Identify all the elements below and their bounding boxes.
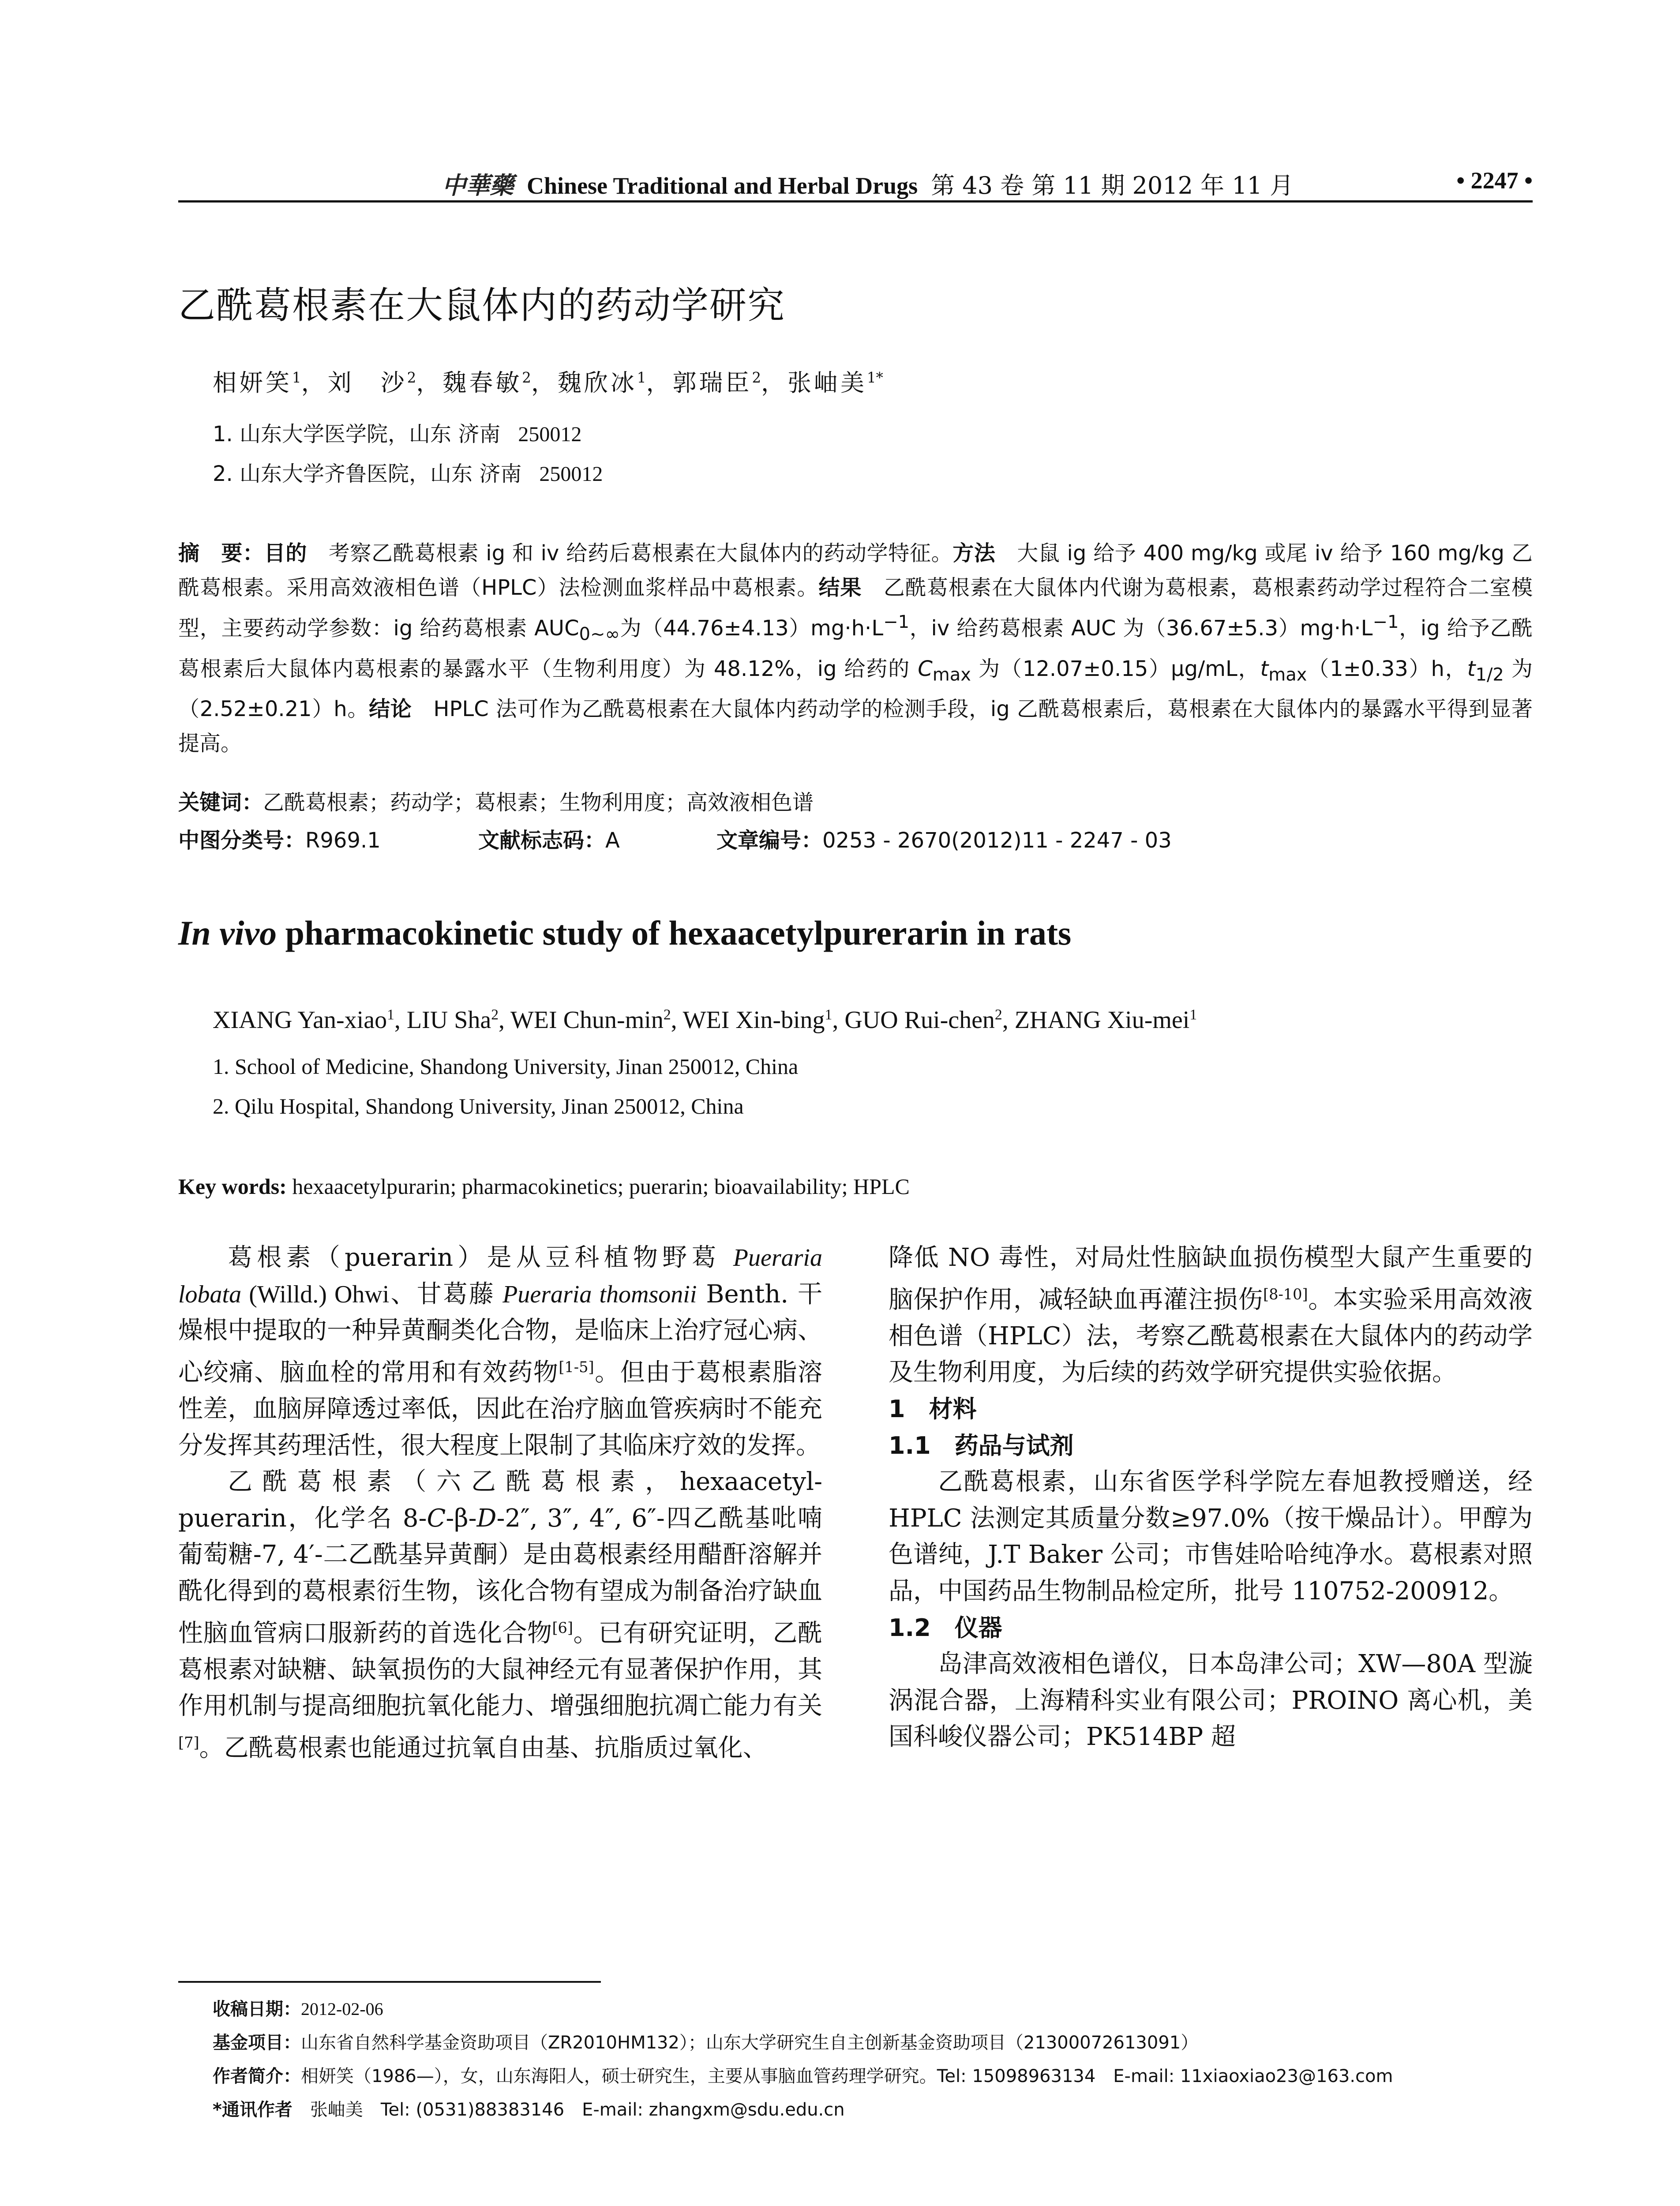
author-name: 张岫美 [788,369,867,397]
result-text: （1±0.33）h， [1307,656,1467,681]
author-name: 刘 沙 [327,369,407,397]
keywords-label: 关键词： [178,790,263,815]
author-list-cn: 相妍笑$^1$，刘 沙$^2$，魏春敏$^2$，魏欣冰$^1$，郭瑞臣$^2$，张岫美$^{1*}$ [213,369,883,397]
journal-name-en: Chinese Traditional and Herbal Drugs [527,173,918,199]
tmax-symbol: t [1260,656,1269,681]
affiliation-en-1: 1. School of Medicine, Shandong University, Jinan 250012, China [213,1054,799,1079]
affiliation-en-2: 2. Qilu Hospital, Shandong University, Jinan 250012, China [213,1094,744,1118]
result-text: ，ig 给予乙酰葛根素后大鼠体内葛根素的暴露水平（生物利用度）为 48.12%，ig 给药的 [178,616,1533,681]
author-affiliation-mark: 2 [663,1006,671,1023]
doc-label: 文献标志码： [478,828,606,853]
result-label: 结果 [818,575,862,600]
header-divider [178,200,1533,203]
subsection-heading: 1.2 仪器 [889,1613,1002,1642]
class-value: R969.1 [305,828,381,853]
author-name: GUO Rui-chen [844,1006,995,1034]
footnote-text: 山东省自然科学基金资助项目（ZR2010HM132）；山东大学研究生自主创新基金资助项目（21300072613091） [301,2033,1199,2053]
class-number [178,823,478,854]
body-column-right [889,1240,1533,1756]
footnote-fund [213,2029,1198,2054]
author-affiliation-mark: 1* [867,369,883,386]
author-affiliation-mark: 1 [1189,1006,1197,1023]
footnote-author [213,2062,1393,2087]
result-text: 为（2.52±0.21）h。 [178,656,1533,722]
author-name: ZHANG Xiu-mei [1014,1006,1190,1034]
issue-info: 第 43 卷 第 11 期 2012 年 11 月 [931,172,1294,199]
paragraph: 岛津高效液相色谱仪，日本岛津公司；XW—80A 型漩涡混合器，上海精科实业有限公司；PROINO 离心机，美国科峻仪器公司；PK514BP 超 [889,1650,1533,1752]
article-title-cn: 乙酰葛根素在大鼠体内的药动学研究 [178,284,786,327]
citation: [7] [178,1734,199,1752]
keywords-cn [178,785,814,816]
abstract-label: 摘 要： [178,541,264,566]
footnote-text: 张岫美 Tel: (0531)88383146 E-mail: zhangxm@sdu.edu.cn [310,2100,845,2120]
postal-code: 250012 [518,423,582,446]
text-run: 降低 NO 毒性，对局灶性脑缺血损伤模型大鼠产生重要的脑保护作用，减轻缺血再灌注损伤 [889,1243,1533,1314]
text-run: C [427,1504,446,1533]
keywords-text: hexaacetylpurarin; pharmacokinetics; puerarin; bioavailability; HPLC [286,1174,910,1199]
paragraph: 乙酰葛根素，山东省医学科学院左春旭教授赠送，经 HPLC 法测定其质量分数≥97.0%（按干燥品计）。甲醇为色谱纯，J.T Baker 公司；市售娃哈哈纯净水。葛根素对照品，中国药品生物制品检定所，批号 110752-200912。 [889,1467,1533,1606]
citation: [1-5] [559,1358,594,1376]
footnote-text: 2012-02-06 [301,1999,383,2019]
species-name: Pueraria thomsonii [502,1280,697,1308]
postal-code: 250012 [539,462,603,486]
article-title-en [178,913,1071,953]
author-name: WEI Xin-bing [682,1006,825,1034]
paragraph [889,1240,1533,1391]
author-name: 魏春敏 [442,369,522,397]
paragraph [178,1464,822,1767]
author-list-en: XIANG Yan-xiao$^1$, LIU Sha$^2$, WEI Chun-$\min^2$, WEI Xin-bing$^1$, GUO Rui-chen$^2$, ZHANG Xiu-mei$^1$ [213,1006,1197,1034]
conclusion-text: HPLC 法可作为乙酰葛根素在大鼠体内药动学的检测手段，ig 乙酰葛根素后，葛根素在大鼠体内的暴露水平得到显著提高。 [178,697,1533,756]
footnote-label: 基金项目： [213,2033,301,2053]
citation: [8-10] [1263,1285,1308,1303]
footnote-divider [178,1981,601,1983]
text-run: (Willd.) Ohwi、甘葛藤 [241,1280,503,1308]
author-affiliation-mark: 1 [825,1006,832,1023]
method-label: 方法 [952,541,996,566]
objective-label: 目的 [264,541,308,566]
footnote-correspondence [213,2096,845,2121]
page-number: • 2247 • [1456,167,1533,194]
author-affiliation-mark: 2 [407,369,416,386]
author-affiliation-mark: 2 [522,369,531,386]
author-name: WEI Chun-min [510,1006,664,1034]
footnote-label: *通讯作者 [213,2100,292,2120]
result-text: ，iv 给药葛根素 AUC 为（36.67±5.3）mg·h·L [909,616,1373,641]
footnote-received [213,1995,383,2020]
unit-superscript: −1 [883,612,910,632]
author-affiliation-mark: 1 [292,369,301,386]
affiliation-text: 2. 山东大学齐鲁医院，山东 济南 [213,461,522,486]
article-label: 文章编号： [716,828,823,853]
author-name: 魏欣冰 [557,369,637,397]
text-run: D [476,1504,497,1533]
footnote-label: 作者简介： [213,2066,301,2086]
author-affiliation-mark: 1 [387,1006,394,1023]
citation: [6] [552,1619,574,1636]
text-run: 乙酰葛根素（六乙酰葛根素，hexaacetyl-puerarin，化学名 8- [178,1467,822,1533]
article-number [716,823,1172,854]
affiliation-cn-1 [213,417,581,447]
species-name: Pueraria lobata [178,1244,822,1308]
thalf-symbol: t [1467,656,1476,681]
text-run: 。但由于葛根素脂溶性差，血脑屏障透过率低，因此在治疗脑血管疾病时不能充分发挥其药理活性，很大程度上限制了其临床疗效的发挥。 [178,1358,823,1460]
author-affiliation-mark: 2 [994,1006,1002,1023]
keywords-label: Key words: [178,1174,287,1199]
classification-line [178,823,1172,854]
keywords-text: 乙酰葛根素；药动学；葛根素；生物利用度；高效液相色谱 [263,790,814,815]
cmax-subscript: max [932,664,971,685]
author-name: 相妍笑 [213,369,292,397]
class-label: 中图分类号： [178,828,306,853]
subsection-heading: 1.1 药品与试剂 [889,1431,1074,1459]
result-text: 乙酰葛根素在大鼠体内代谢为葛根素，葛根素药动学过程符合二室模型，主要药动学参数：ig 给药葛根素 AUC [178,575,1533,641]
doc-value: A [605,828,620,853]
objective-text: 考察乙酰葛根素 ig 和 iv 给药后葛根素在大鼠体内的药动学特征。 [328,541,953,566]
author-name: 郭瑞臣 [672,369,752,397]
section-heading: 1 材料 [889,1395,977,1423]
result-text: 为（44.76±4.13）mg·h·L [619,616,884,641]
text-run: 。本实验采用高效液相色谱（HPLC）法，考察乙酰葛根素在大鼠体内的药动学及生物利用度，为后续的药效学研究提供实验依据。 [889,1285,1533,1387]
affiliation-text: 1. 山东大学医学院，山东 济南 [213,422,501,446]
method-text: 大鼠 ig 给予 400 mg/kg 或尾 iv 给予 160 mg/kg 乙酰葛根素。采用高效液相色谱（HPLC）法检测血浆样品中葛根素。 [178,541,1533,600]
thalf-subscript: 1/2 [1475,664,1504,685]
unit-superscript: −1 [1372,612,1399,632]
conclusion-label: 结论 [369,697,412,722]
footnote-label: 收稿日期： [213,1999,301,2019]
text-run: -2″, 3″, 4″, 6″-四乙酰基吡喃葡萄糖-7, 4′-二乙酰基异黄酮）是由葛根素经用醋酐溶解并酰化得到的葛根素衍生物，该化合物有望成为制备治疗缺血性脑血管病口服新药的首选化合物 [178,1504,822,1648]
journal-header [442,167,1294,201]
author-affiliation-mark: 2 [752,369,761,386]
affiliation-cn-2 [213,457,603,487]
journal-name-cn: 中華藥 [442,171,514,199]
text-run: 。乙酰葛根素也能通过抗氧自由基、抗脂质过氧化、 [199,1733,768,1763]
author-affiliation-mark: 1 [637,369,646,386]
keywords-en [178,1174,910,1199]
text-run: -β- [446,1504,477,1533]
auc-subscript: 0~∞ [579,624,620,645]
title-rest: pharmacokinetic study of hexaacetylpurerarin in rats [277,914,1072,952]
cmax-symbol: C [918,656,933,681]
author-name: LIU Sha [406,1006,491,1034]
doc-code [478,823,716,854]
running-header [178,167,1533,202]
text-run: 。已有研究证明，乙酰葛根素对缺糖、缺氧损伤的大鼠神经元有显著保护作用，其作用机制与提高细胞抗氧化能力、增强细胞抗凋亡能力有关 [178,1619,823,1721]
text-run: 葛根素（puerarin）是从豆科植物野葛 [228,1243,733,1272]
text-run: Benth. 干燥根中提取的一种异黄酮类化合物，是临床上治疗冠心病、心绞痛、脑血栓的常用和有效药物 [178,1279,822,1387]
footnote-text: 相妍笑（1986—），女，山东海阳人，硕士研究生，主要从事脑血管药理学研究。Tel: 15098963134 E-mail: 11xiaoxiao23@163.com [301,2066,1393,2086]
article-value: 0253 - 2670(2012)11 - 2247 - 03 [822,828,1172,853]
author-name: XIANG Yan-xiao [213,1006,387,1034]
result-text: 为（12.07±0.15）μg/mL， [971,656,1260,681]
paragraph [178,1240,822,1464]
body-column-left [178,1240,822,1767]
author-affiliation-mark: 2 [491,1006,499,1023]
abstract-cn [178,536,1533,761]
title-italic: In vivo [178,914,277,952]
tmax-subscript: max [1268,664,1307,685]
